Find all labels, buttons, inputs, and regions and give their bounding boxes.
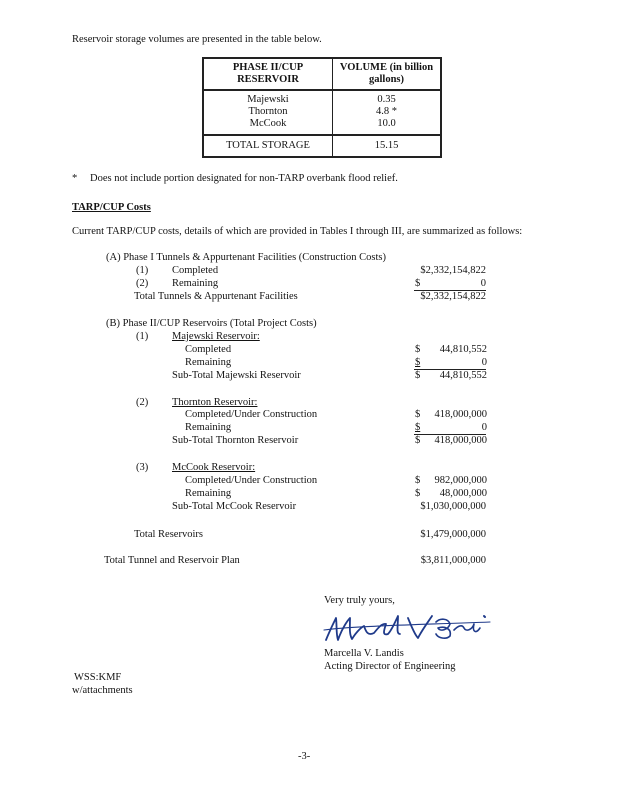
reservoir-num: (2) xyxy=(136,397,149,408)
reservoir-heading: Thornton Reservoir: xyxy=(172,397,258,408)
part-a-total-amount: $2,332,154,822 xyxy=(420,291,486,302)
reservoir-heading: McCook Reservoir: xyxy=(172,462,256,473)
cost-line-label: Completed/Under Construction xyxy=(185,475,318,486)
header-volume: VOLUME (in billion gallons) xyxy=(333,58,442,90)
subtotal-label: Sub-Total Majewski Reservoir xyxy=(172,370,301,381)
subtotal-label: Sub-Total McCook Reservoir xyxy=(172,501,297,512)
part-b-title: (B) Phase II/CUP Reservoirs (Total Project Costs) xyxy=(106,318,317,329)
part-a-item-num: (1) xyxy=(136,265,149,276)
cost-line-label: Completed xyxy=(185,344,232,355)
page-number: -3- xyxy=(298,751,311,762)
intro-text: Reservoir storage volumes are presented in the table below. xyxy=(72,34,322,45)
reservoir-volume: 0.35 xyxy=(333,90,442,106)
cost-line-label: Remaining xyxy=(185,357,232,368)
plan-total-label: Total Tunnel and Reservoir Plan xyxy=(104,555,240,566)
table-row xyxy=(203,90,441,106)
reservoir-num: (3) xyxy=(136,462,149,473)
table-row xyxy=(203,118,441,135)
signer-name: Marcella V. Landis xyxy=(324,648,404,659)
plan-total-amount: $3,811,000,000 xyxy=(420,555,486,566)
closing: Very truly yours, xyxy=(324,595,395,606)
reservoir-name: Majewski xyxy=(203,90,333,106)
storage-table xyxy=(202,57,442,158)
part-a-title: (A) Phase I Tunnels & Appurtenant Facilities (Construction Costs) xyxy=(106,252,386,263)
reservoir-name: McCook xyxy=(203,118,333,135)
reservoir-heading: Majewski Reservoir: xyxy=(172,331,260,342)
reservoir-volume: 10.0 xyxy=(333,118,442,135)
cost-line-label: Completed/Under Construction xyxy=(185,409,318,420)
header-reservoir: PHASE II/CUP RESERVOIR xyxy=(203,58,333,90)
subtotal-label: Sub-Total Thornton Reservoir xyxy=(172,435,299,446)
total-row xyxy=(203,135,441,157)
footnote-text: Does not include portion designated for non-TARP overbank flood relief. xyxy=(90,173,398,184)
part-a-item-label: Remaining xyxy=(172,278,219,289)
part-a-item-amount: $2,332,154,822 xyxy=(420,265,486,276)
part-a-total-label: Total Tunnels & Appurtenant Facilities xyxy=(134,291,298,302)
reservoir-volume: 4.8 * xyxy=(333,106,442,118)
total-reservoirs-label: Total Reservoirs xyxy=(134,529,203,540)
part-a-item-num: (2) xyxy=(136,278,149,289)
part-a-item-amount: 0 xyxy=(480,278,486,289)
signature-image xyxy=(322,608,492,648)
total-reservoirs-amount: $1,479,000,000 xyxy=(420,529,486,540)
signer-title: Acting Director of Engineering xyxy=(324,661,456,672)
total-value: 15.15 xyxy=(333,135,442,157)
cost-line-label: Remaining xyxy=(185,488,232,499)
subtotal-amount: $1,030,000,000 xyxy=(420,501,486,512)
initials: WSS:KMF xyxy=(74,672,122,683)
cost-line-label: Remaining xyxy=(185,422,232,433)
footnote-marker: * xyxy=(72,173,78,184)
signature-strokes xyxy=(324,616,490,640)
reservoir-num: (1) xyxy=(136,331,149,342)
part-a-currency: $ xyxy=(415,278,421,289)
reservoir-name: Thornton xyxy=(203,106,333,118)
section-intro: Current TARP/CUP costs, details of which are provided in Tables I through III, are summarized as follows: xyxy=(72,226,523,237)
enclosure: w/attachments xyxy=(72,685,133,696)
part-a-item-label: Completed xyxy=(172,265,219,276)
table-row xyxy=(203,106,441,118)
section-heading: TARP/CUP Costs xyxy=(72,202,151,213)
total-label: TOTAL STORAGE xyxy=(203,135,333,157)
